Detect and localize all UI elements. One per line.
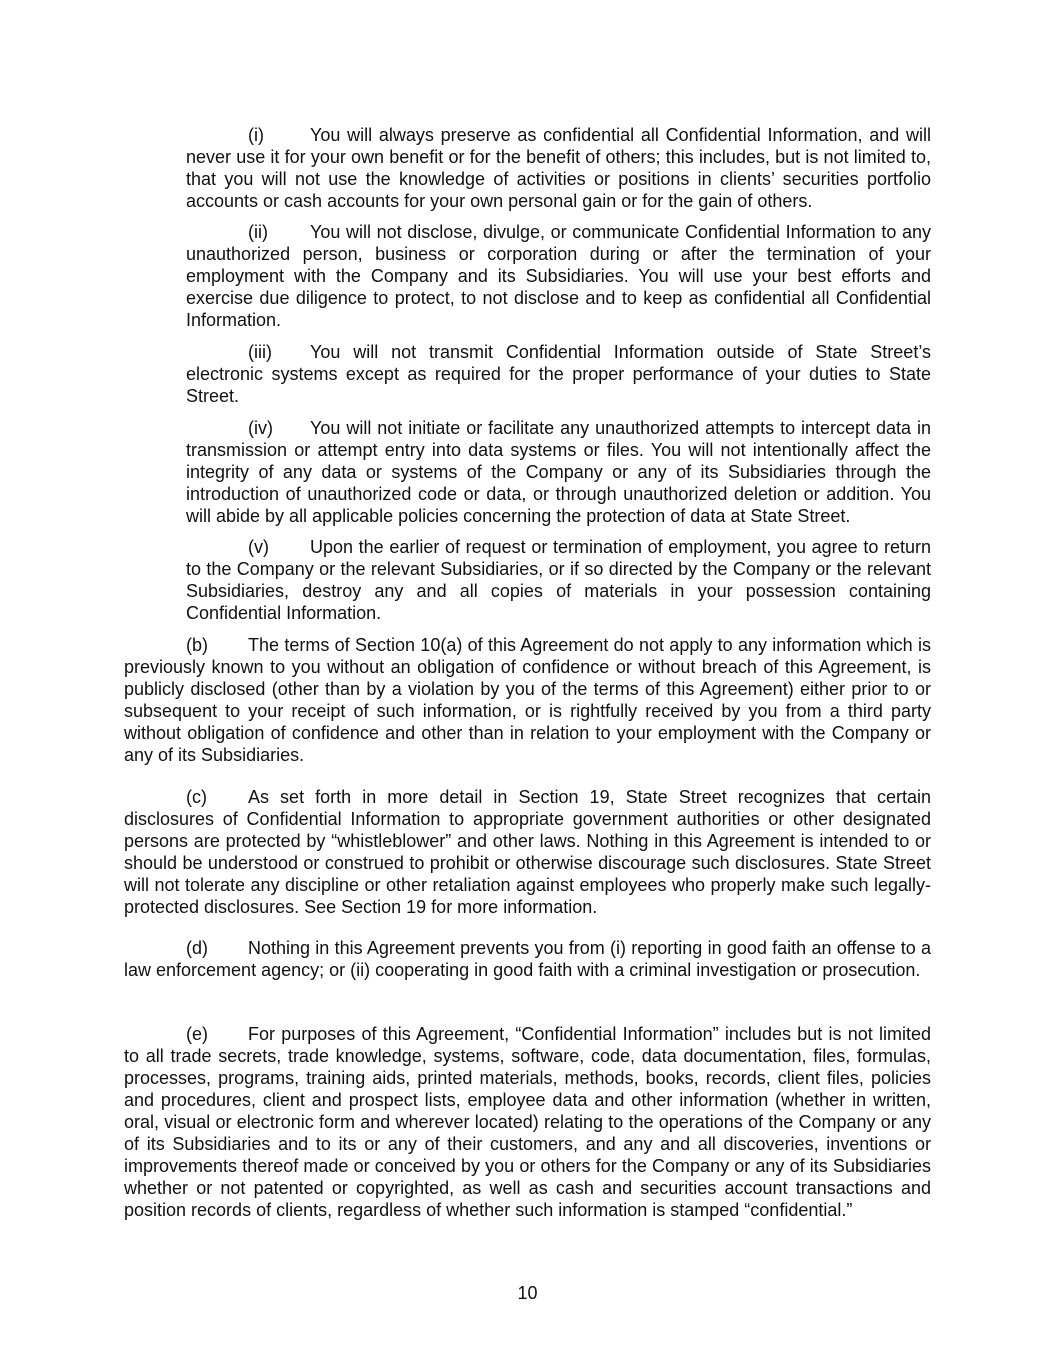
subsection-iii bbox=[186, 341, 931, 407]
subsection-label: (iii) bbox=[248, 342, 272, 362]
section-label: (e) bbox=[186, 1024, 208, 1044]
subsection-ii bbox=[186, 221, 931, 331]
subsection-label: (ii) bbox=[248, 222, 268, 242]
section-b bbox=[124, 634, 931, 766]
section-text: As set forth in more detail in Section 19, State Street recognizes that certain disclosures of Confidential Information to appropriate government authorities or other designated persons are protected by “whistleblower” and other laws. Nothing in this Agreement is intended to or should be understood or construed to prohibit or otherwise discourage such disclosures. State Street will not tolerate any discipline or other retaliation against employees who properly make such legally-protected disclosures. See Section 19 for more information. bbox=[124, 787, 931, 917]
subsection-v bbox=[186, 536, 931, 624]
section-text: Nothing in this Agreement prevents you from (i) reporting in good faith an offense to a law enforcement agency; or (ii) cooperating in good faith with a criminal investigation or prosecution. bbox=[124, 938, 931, 980]
section-label: (c) bbox=[186, 787, 207, 807]
subsection-text: You will always preserve as confidential all Confidential Information, and will never use it for your own benefit or for the benefit of others; this includes, but is not limited to, that you will not use the knowledge of activities or positions in clients’ securities portfolio accounts or cash accounts for your own personal gain or for the gain of others. bbox=[186, 125, 931, 211]
subsection-i bbox=[186, 124, 931, 212]
section-e bbox=[124, 1023, 931, 1221]
section-text: For purposes of this Agreement, “Confidential Information” includes but is not limited to all trade secrets, trade knowledge, systems, software, code, data documentation, files, formulas, processes, programs, training aids, printed materials, methods, books, records, client files, policies and procedures, client and prospect lists, employee data and other information (whether in written, oral, visual or electronic form and wherever located) relating to the operations of the Company or any of its Subsidiaries and to its or any of their customers, and any and all discoveries, inventions or improvements thereof made or conceived by you or others for the Company or any of its Subsidiaries whether or not patented or copyrighted, as well as cash and securities account transactions and position records of clients, regardless of whether such information is stamped “confidential.” bbox=[124, 1024, 931, 1220]
section-label: (d) bbox=[186, 938, 208, 958]
subsection-text: You will not initiate or facilitate any unauthorized attempts to intercept data in transmission or attempt entry into data systems or files. You will not intentionally affect the integrity of any data or systems of the Company or any of its Subsidiaries through the introduction of unauthorized code or data, or through unauthorized deletion or addition. You will abide by all applicable policies concerning the protection of data at State Street. bbox=[186, 418, 931, 526]
section-text: The terms of Section 10(a) of this Agreement do not apply to any information which is previously known to you without an obligation of confidence or without breach of this Agreement, is publicly disclosed (other than by a violation by you of the terms of this Agreement) either prior to or subsequent to your receipt of such information, or is rightfully received by you from a third party without obligation of confidence and other than in relation to your employment with the Company or any of its Subsidiaries. bbox=[124, 635, 931, 765]
subsection-label: (iv) bbox=[248, 418, 273, 438]
subsection-label: (v) bbox=[248, 537, 269, 557]
section-label: (b) bbox=[186, 635, 208, 655]
subsection-text: You will not transmit Confidential Information outside of State Street’s electronic systems except as required for the proper performance of your duties to State Street. bbox=[186, 342, 931, 406]
subsection-iv bbox=[186, 417, 931, 527]
subsection-label: (i) bbox=[248, 125, 264, 145]
subsection-text: Upon the earlier of request or termination of employment, you agree to return to the Company or the relevant Subsidiaries, or if so directed by the Company or the relevant Subsidiaries, destroy any and all copies of materials in your possession containing Confidential Information. bbox=[186, 537, 931, 623]
subsection-text: You will not disclose, divulge, or communicate Confidential Information to any unauthorized person, business or corporation during or after the termination of your employment with the Company and its Subsidiaries. You will use your best efforts and exercise due diligence to protect, to not disclose and to keep as confidential all Confidential Information. bbox=[186, 222, 931, 330]
page-number: 10 bbox=[517, 1283, 538, 1303]
section-c bbox=[124, 786, 931, 918]
section-d bbox=[124, 937, 931, 981]
